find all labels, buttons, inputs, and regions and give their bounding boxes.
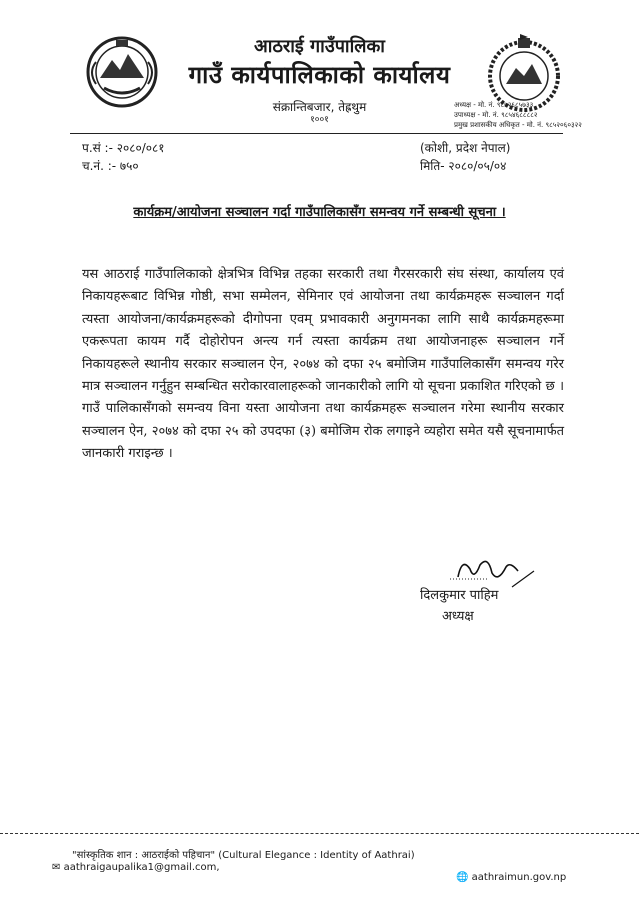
- letter-number: प.सं :- २०८०/०८१: [82, 141, 165, 155]
- header-divider: [70, 133, 563, 134]
- footer-email: [52, 862, 220, 873]
- office-name: गाउँ कार्यपालिकाको कार्यालय: [188, 61, 451, 89]
- office-address: संक्रान्तिबजार, तेह्रथुम: [272, 100, 367, 114]
- footer-divider: [0, 833, 639, 834]
- signatory-title: अध्यक्ष: [442, 609, 474, 624]
- footer-tagline: "सांस्कृतिक शान : आठराईको पहिचान" (Cultural Elegance : Identity of Aathrai): [72, 850, 415, 861]
- email-icon: ✉: [52, 862, 64, 873]
- globe-icon: 🌐: [456, 872, 472, 883]
- contact-vice-chair: उपाध्यक्ष - मो. नं. ९८५४६८८८८२: [454, 111, 538, 119]
- notice-subject: कार्यक्रम/आयोजना सञ्चालन गर्दा गाउँपालिकासँग समन्वय गर्ने सम्बन्धी सूचना ।: [133, 205, 506, 220]
- letter-date: मिति- २०८०/०५/०४: [420, 159, 507, 173]
- contact-chair: अध्यक्ष - मो. नं. ९८५२६८५७३३: [454, 101, 534, 109]
- reference-right: [420, 139, 510, 175]
- reference-left: [82, 139, 164, 175]
- contact-list: [454, 100, 582, 130]
- email-text: aathraigaupalika1@gmail.com,: [63, 862, 220, 873]
- notice-body: यस आठराई गाउँपालिकाको क्षेत्रभित्र विभिन्न तहका सरकारी तथा गैरसरकारी संघ संस्था, कार्यालय एवं निकायहरूबाट विभिन्न गोष्ठी, सभा सम्मेलन, सेमिनार एवं आयोजना तथा कार्यक्रमहरू सञ्चालन गर्दा त्यस्ता आयोजना/कार्यक्रमहरूको दीगोपना एवम् प्रभावकारी अनुगमनका लागि साथै कार्यक्रमहरूमा एकरूपता कायम गर्दै दोहोरोपन अन्त्य गर्न त्यस्ता कार्यक्रम तथा आयोजनाहरू सञ्चालन गर्ने निकायहरूले स्थानीय सरकार सञ्चालन ऐन, २०७४ को दफा २५ बमोजिम गाउँपालिकासँग समन्वय गरेर मात्र सञ्चालन गर्नुहुन सम्बन्धित सरोकारवालाहरूको जानकारीको लागि यो सूचना प्रकाशित गरिएको छ । गाउँ पालिकासँगको समन्वय विना यस्ता आयोजना तथा कार्यक्रमहरू सञ्चालन गरेमा स्थानीय सरकार सञ्चालन ऐन, २०७४ को दफा २५ को उपदफा (३) बमोजिम रोक लगाइने व्यहोरा समेत यसै सूचनामार्फत जानकारी गराइन्छ ।: [82, 267, 564, 462]
- signatory-name: दिलकुमार पाहिम: [420, 588, 499, 603]
- contact-cao: प्रमुख प्रशासकीय अधिकृत - मो. नं. ९८५२०६०३२२: [454, 121, 582, 129]
- footer-website: [456, 872, 566, 883]
- municipality-name: आठराई गाउँपालिका: [254, 36, 385, 57]
- postal-code: १००१: [310, 115, 329, 125]
- province-label: (कोशी, प्रदेश नेपाल): [420, 141, 511, 155]
- website-text: aathraimun.gov.np: [471, 872, 567, 883]
- dispatch-number: च.नं. :- ७५०: [82, 159, 139, 173]
